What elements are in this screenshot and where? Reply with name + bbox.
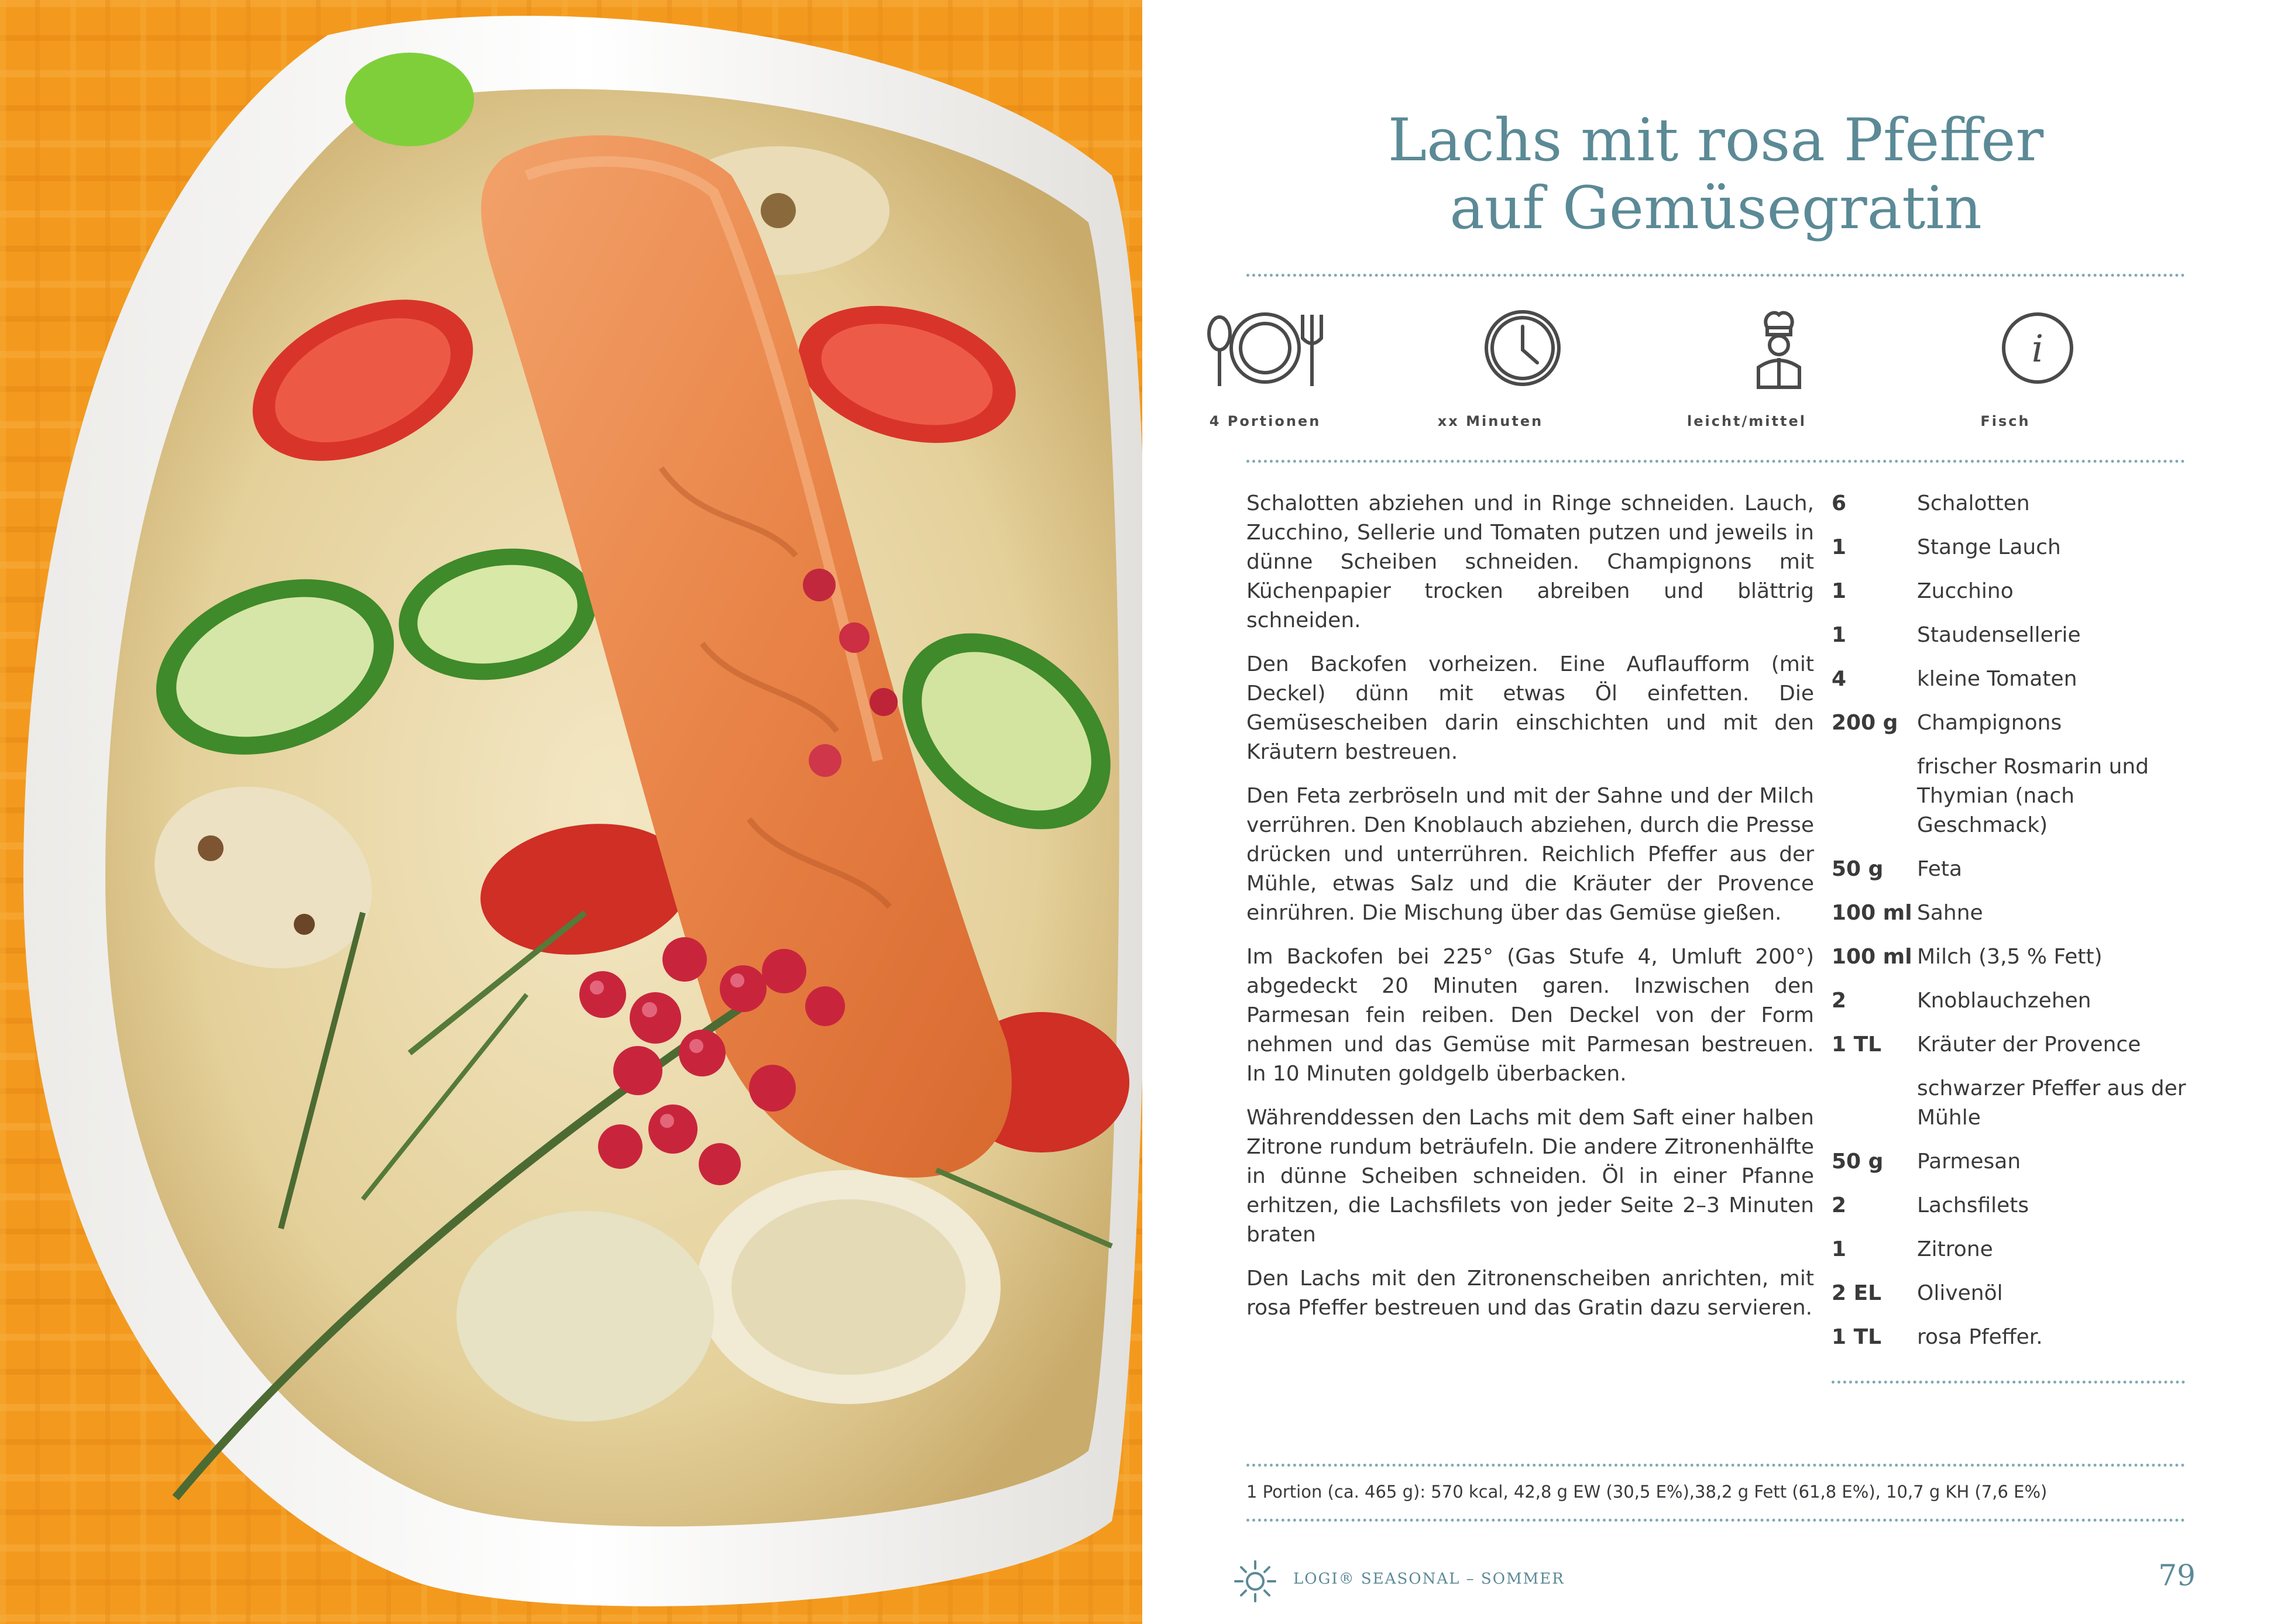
ingredient-quantity: 1 TL [1832,1033,1882,1057]
ingredient-name: Sahne [1917,901,1983,925]
place-setting-icon [1189,304,1341,392]
ingredient-name: Olivenöl [1917,1281,2003,1305]
book-title: LOGI® SEASONAL – SOMMER [1293,1570,1565,1588]
ingredient-quantity: 100 ml [1832,901,1912,925]
ingredient-name: Champignons [1917,711,2062,735]
instruction-step: Im Backofen bei 225° (Gas Stufe 4, Umluft 200°) abgedeckt 20 Minuten garen. Inzwischen den Parmesan fein reiben. Den Deckel von der Form nehmen und das Gemüse mit Parmesan bestreuen. In 10 Minuten goldgelb überbacken. [1246,945,1814,1086]
recipe-title-line-1: Lachs mit rosa Pfeffer [1387,106,2044,174]
divider [1832,1381,2185,1384]
meta-label-difficulty: leicht/mittel [1687,413,1806,429]
ingredient-quantity: 1 [1832,535,1847,559]
instruction-step: Den Feta zerbröseln und mit der Sahne und der Milch verrühren. Den Knoblauch abziehen, durch die Presse drücken und unterrühren. Reichlich Pfeffer aus der Mühle, etwas Salz und die Kräuter der Provence einrühren. Die Mischung über das Gemüse gießen. [1246,784,1814,925]
divider [1246,1519,2185,1522]
ingredient-item [1832,1074,2194,1133]
ingredient-quantity [1832,752,1917,840]
ingredient-name: Parmesan [1917,1150,2021,1174]
meta-label-portions: 4 Portionen [1209,413,1321,429]
ingredient-name: Zucchino [1917,579,2014,603]
meta-label-category: Fisch [1980,413,2031,429]
ingredient-name: Schalotten [1917,491,2030,515]
ingredient-name: rosa Pfeffer. [1917,1325,2043,1349]
divider [1246,460,2185,463]
ingredient-item [1832,1147,2194,1176]
ingredient-item [1832,577,2194,606]
chef-icon [1703,304,1855,392]
ingredient-name: schwarzer Pfeffer aus der Mühle [1917,1076,2186,1130]
ingredient-item [1832,752,2194,840]
ingredient-item [1832,1279,2194,1308]
recipe-title-line-2: auf Gemüsegratin [1449,174,1982,242]
ingredient-item [1832,1235,2194,1264]
ingredient-quantity: 2 [1832,1193,1847,1217]
ingredient-quantity: 2 [1832,989,1847,1013]
ingredient-item [1832,708,2194,738]
instruction-step: Den Backofen vorheizen. Eine Auflaufform (mit Deckel) dünn mit etwas Öl einfetten. Die Gemüsescheiben darin einschichten und mit den Kräutern bestreuen. [1246,652,1814,764]
ingredient-quantity: 1 [1832,579,1847,603]
ingredient-name: Feta [1917,857,1963,881]
instruction-step: Den Lachs mit den Zitronenscheiben anrichten, mit rosa Pfeffer bestreuen und das Gratin dazu servieren. [1246,1267,1814,1320]
ingredient-quantity [1832,1074,1917,1133]
ingredient-name: Lachsfilets [1917,1193,2029,1217]
ingredient-item [1832,899,2194,928]
ingredient-item [1832,665,2194,694]
ingredient-quantity: 2 EL [1832,1281,1882,1305]
meta-label-time: xx Minuten [1437,413,1544,429]
instruction-step: Währenddessen den Lachs mit dem Saft einer halben Zitrone rundum beträufeln. Die andere Zitronenhälfte in dünne Scheiben schneiden. Öl in einer Pfanne erhitzen, die Lachsfilets von jeder Seite 2–3 Minuten braten [1246,1106,1814,1247]
page-number: 79 [2158,1558,2196,1592]
ingredient-name: kleine Tomaten [1917,667,2077,691]
ingredient-name: Milch (3,5 % Fett) [1917,945,2103,969]
ingredient-item [1832,1323,2194,1352]
svg-text:i: i [2031,328,2044,371]
ingredient-name: Staudensellerie [1917,623,2081,647]
info-icon [1961,304,2114,392]
ingredient-name: frischer Rosmarin und Thymian (nach Geschmack) [1917,755,2149,837]
ingredient-item [1832,621,2194,650]
ingredient-name: Stange Lauch [1917,535,2061,559]
divider [1246,274,2185,277]
ingredient-list [1832,489,2194,1367]
ingredient-quantity: 6 [1832,491,1847,515]
ingredient-quantity: 100 ml [1832,945,1912,969]
ingredient-quantity: 1 TL [1832,1325,1882,1349]
instructions [1246,489,1814,1337]
ingredient-item [1832,942,2194,972]
ingredient-item [1832,489,2194,518]
ingredient-item [1832,1191,2194,1220]
ingredient-name: Kräuter der Provence [1917,1033,2141,1057]
clock-icon [1447,304,1599,392]
ingredient-quantity: 1 [1832,1237,1847,1261]
ingredient-quantity: 4 [1832,667,1847,691]
instruction-step: Schalotten abziehen und in Ringe schneiden. Lauch, Zucchino, Sellerie und Tomaten putzen und jeweils in dünne Scheiben schneiden. Champignons mit Küchenpapier trocken abreiben und blättrig schneiden. [1246,491,1814,632]
ingredient-quantity: 1 [1832,623,1847,647]
ingredient-item [1832,1030,2194,1059]
ingredient-quantity: 50 g [1832,1150,1884,1174]
sun-icon [1233,1559,1277,1606]
ingredient-name: Knoblauchzehen [1917,989,2091,1013]
ingredient-item [1832,855,2194,884]
recipe-page [1142,0,2281,1624]
ingredient-quantity: 200 g [1832,711,1898,735]
divider [1246,1464,2185,1467]
ingredient-name: Zitrone [1917,1237,1993,1261]
ingredient-quantity: 50 g [1832,857,1884,881]
nutrition-info: 1 Portion (ca. 465 g): 570 kcal, 42,8 g EW (30,5 E%),38,2 g Fett (61,8 E%), 10,7 g KH (7,6 E%) [1246,1482,2048,1502]
ingredient-item [1832,986,2194,1016]
ingredient-item [1832,533,2194,562]
